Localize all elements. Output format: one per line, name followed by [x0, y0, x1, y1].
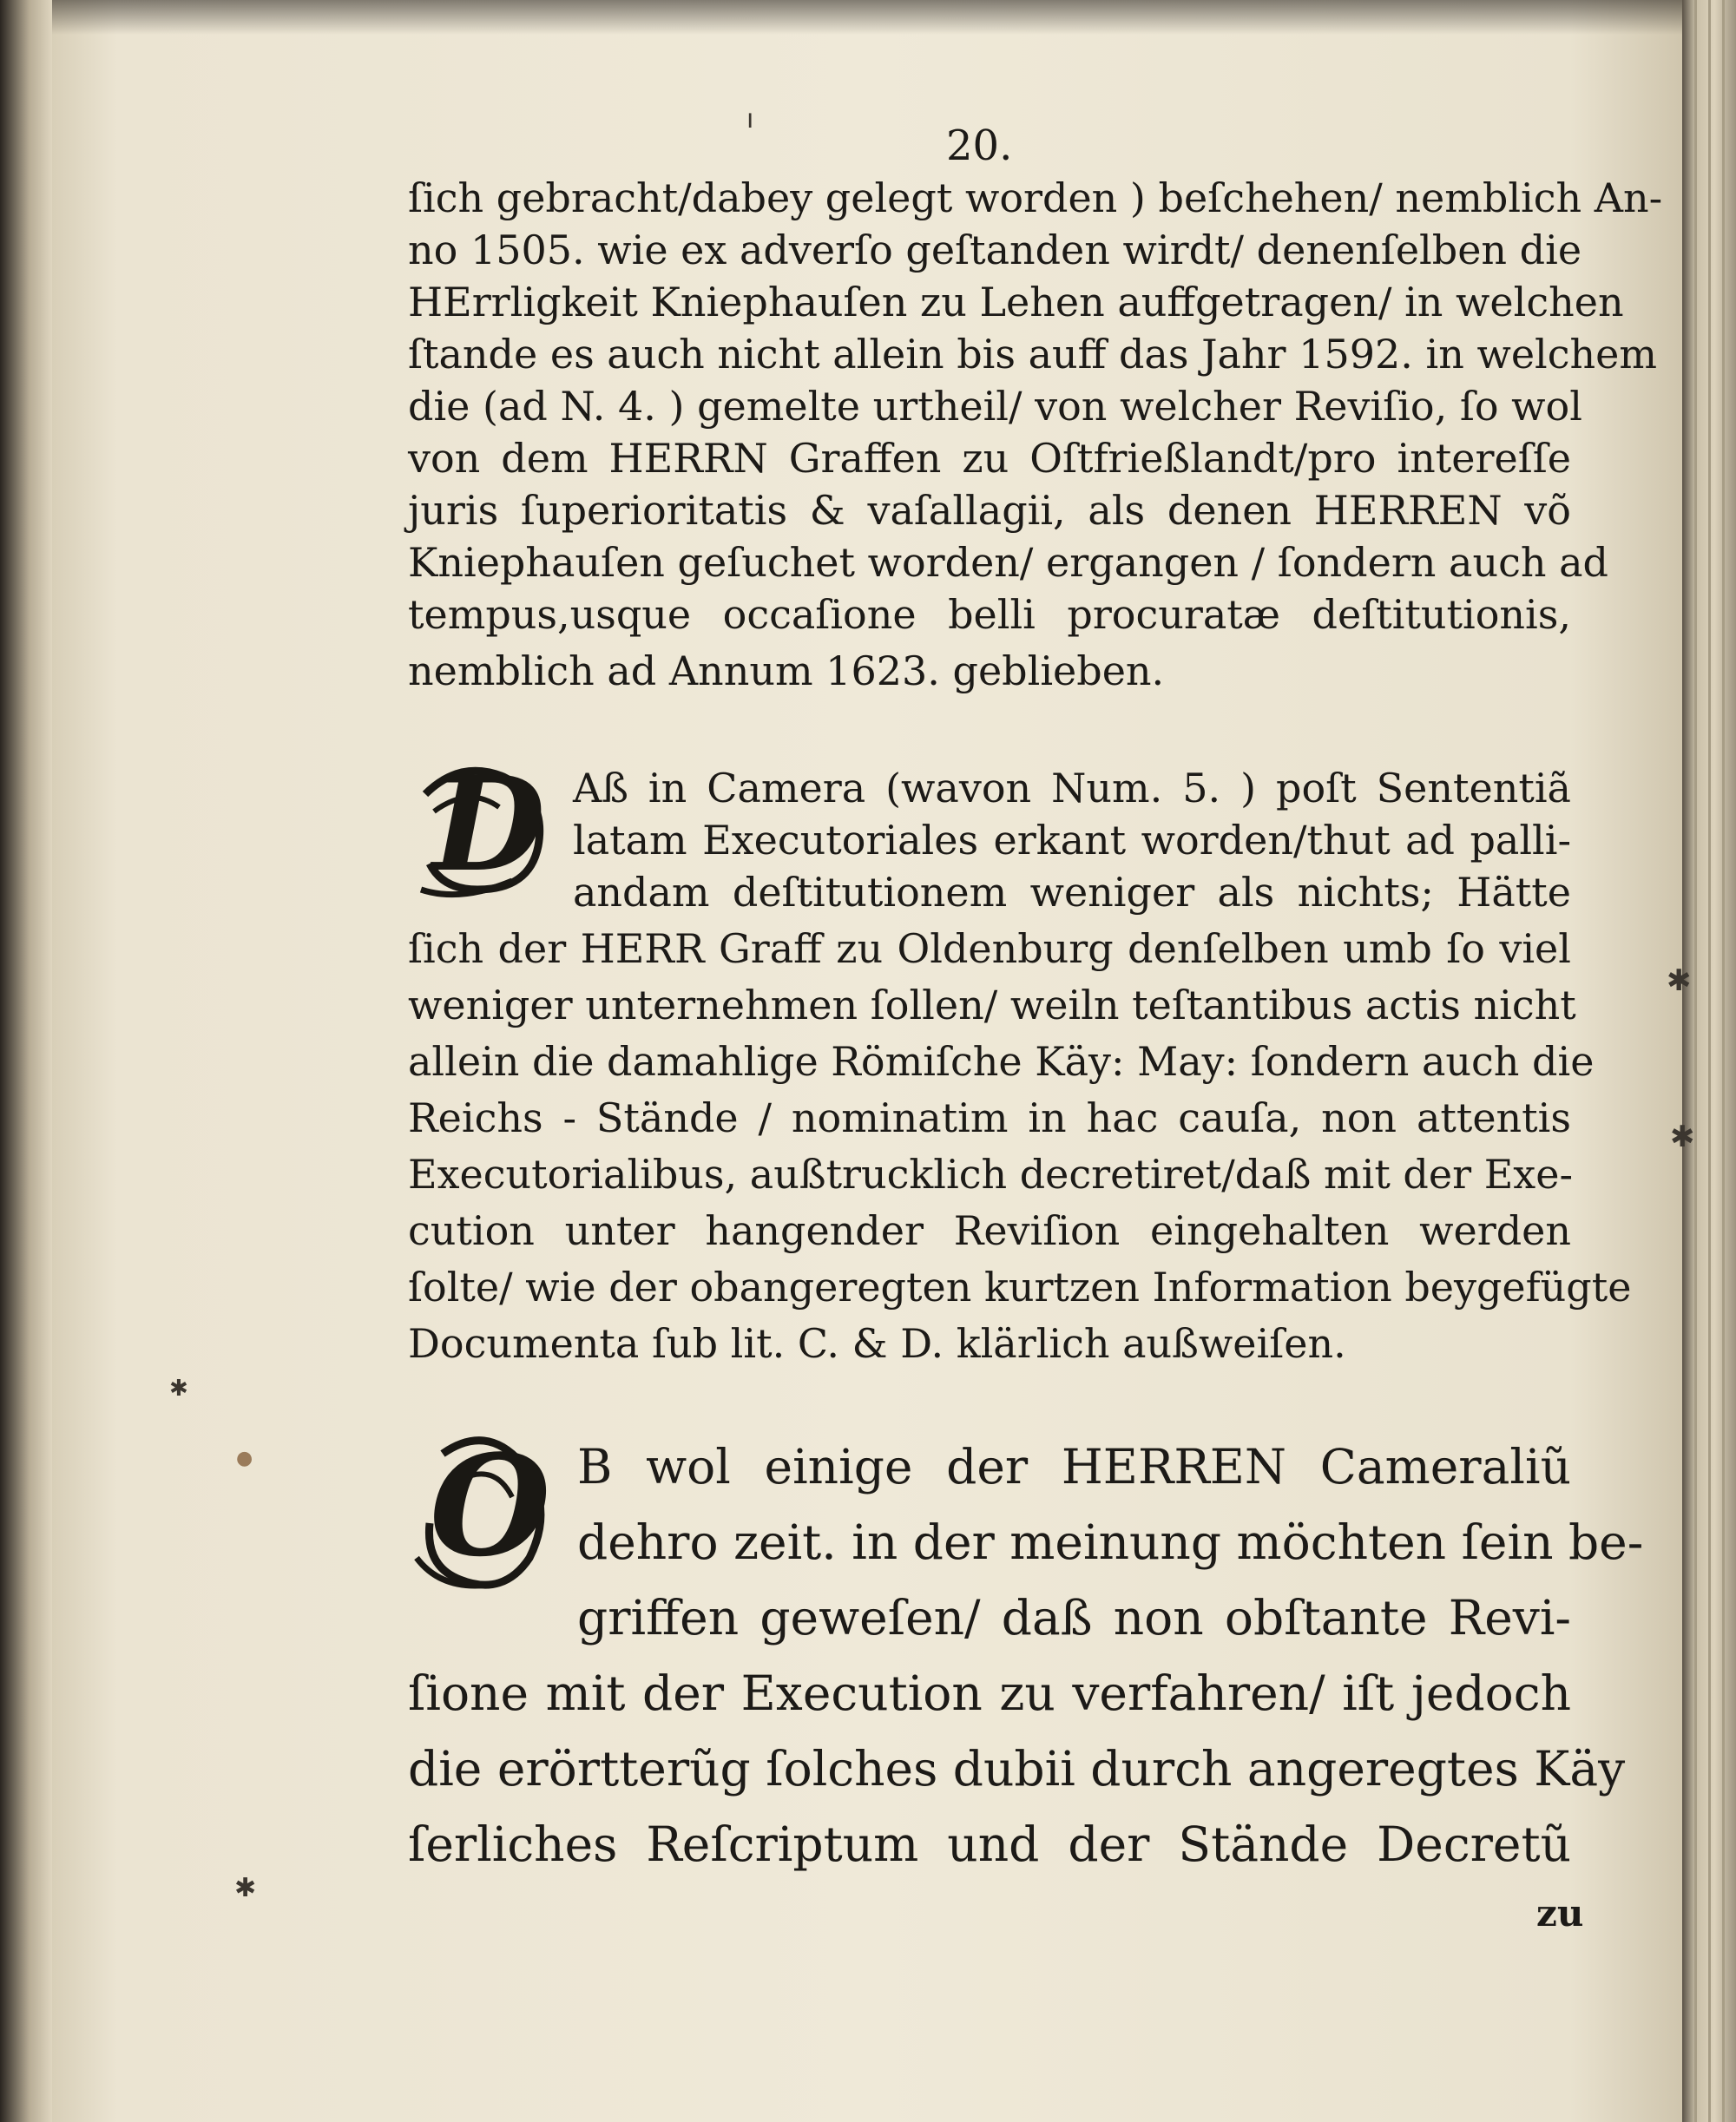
- text-line: dehro zeit. in der meinung möchten ſein be-: [577, 1514, 1644, 1570]
- page-fore-edge: [1682, 0, 1736, 2122]
- ink-speck: ✱: [169, 1376, 188, 1402]
- text-line: von dem HERRN Graffen zu Oſtfrießlandt/pro intereſſe: [408, 435, 1571, 482]
- text-line: die erörtterũg ſolches dubii durch angeregtes Käy: [408, 1741, 1626, 1797]
- catchword: zu: [1536, 1892, 1584, 1935]
- book-spine-edge: [0, 0, 54, 2122]
- ink-speck: ✱: [1670, 1120, 1695, 1154]
- ink-speck: ●: [236, 1448, 253, 1469]
- drop-cap-initial: O: [430, 1424, 551, 1587]
- text-line: andam deſtitutionem weniger als nichts; Hätte: [573, 869, 1571, 916]
- text-line: latam Executoriales erkant worden/thut ad palli-: [573, 817, 1571, 864]
- text-line: Documenta ſub lit. C. & D. klärlich außweiſen.: [408, 1320, 1346, 1367]
- text-line: Aß in Camera (wavon Num. 5. ) poſt Sententiã: [573, 765, 1571, 811]
- text-line: cution unter hangender Reviſion eingehalten werden: [408, 1207, 1571, 1254]
- fore-edge-line: [1708, 0, 1711, 2122]
- text-line: ſerliches Reſcriptum und der Stände Decretũ: [408, 1817, 1571, 1872]
- ink-speck: ✱: [1667, 963, 1692, 998]
- text-line: nemblich ad Annum 1623. geblieben.: [408, 647, 1165, 694]
- text-line: HErrligkeit Kniephauſen zu Lehen auffgetragen/ in welchen: [408, 279, 1624, 325]
- text-line: ſolte/ wie der obangeregten kurtzen Information beygefügte: [408, 1264, 1632, 1311]
- text-line: griffen geweſen/ daß non obſtante Revi-: [577, 1590, 1571, 1646]
- page-top-shadow: [52, 0, 1684, 35]
- text-line: B wol einige der HERREN Cameraliũ: [577, 1439, 1571, 1495]
- ink-speck: ı: [746, 104, 754, 135]
- fore-edge-line: [1722, 0, 1725, 2122]
- text-line: die (ad N. 4. ) gemelte urtheil/ von welcher Reviſio, ſo wol: [408, 383, 1582, 430]
- text-line: ſtande es auch nicht allein bis auff das Jahr 1592. in welchem: [408, 331, 1657, 378]
- drop-cap-initial: D: [432, 748, 546, 901]
- text-line: allein die damahlige Römiſche Käy: May: ſondern auch die: [408, 1038, 1595, 1085]
- text-line: Reichs - Stände / nominatim in hac cauſa, non attentis: [408, 1094, 1571, 1141]
- text-line: ſione mit der Execution zu verfahren/ iſt jedoch: [408, 1665, 1571, 1721]
- text-line: tempus,usque occaſione belli procuratæ deſtitutionis,: [408, 591, 1571, 638]
- fore-edge-line: [1694, 0, 1697, 2122]
- text-line: no 1505. wie ex adverſo geſtanden wirdt/ denenſelben die: [408, 227, 1582, 273]
- ink-speck: ✱: [234, 1873, 257, 1903]
- text-line: ſich der HERR Graff zu Oldenburg denſelben umb ſo viel: [408, 925, 1571, 972]
- text-line: Executorialibus, außtrucklich decretiret/daß mit der Exe-: [408, 1151, 1573, 1198]
- text-line: Kniephauſen geſuchet worden/ ergangen / ſondern auch ad: [408, 539, 1608, 586]
- page-number: 20.: [946, 122, 1013, 170]
- text-line: weniger unternehmen ſollen/ weiln teſtantibus actis nicht: [408, 982, 1576, 1028]
- text-line: ſich gebracht/dabey gelegt worden ) beſchehen/ nemblich An-: [408, 174, 1663, 221]
- text-line: juris ſuperioritatis & vaſallagii, als denen HERREN võ: [408, 487, 1571, 534]
